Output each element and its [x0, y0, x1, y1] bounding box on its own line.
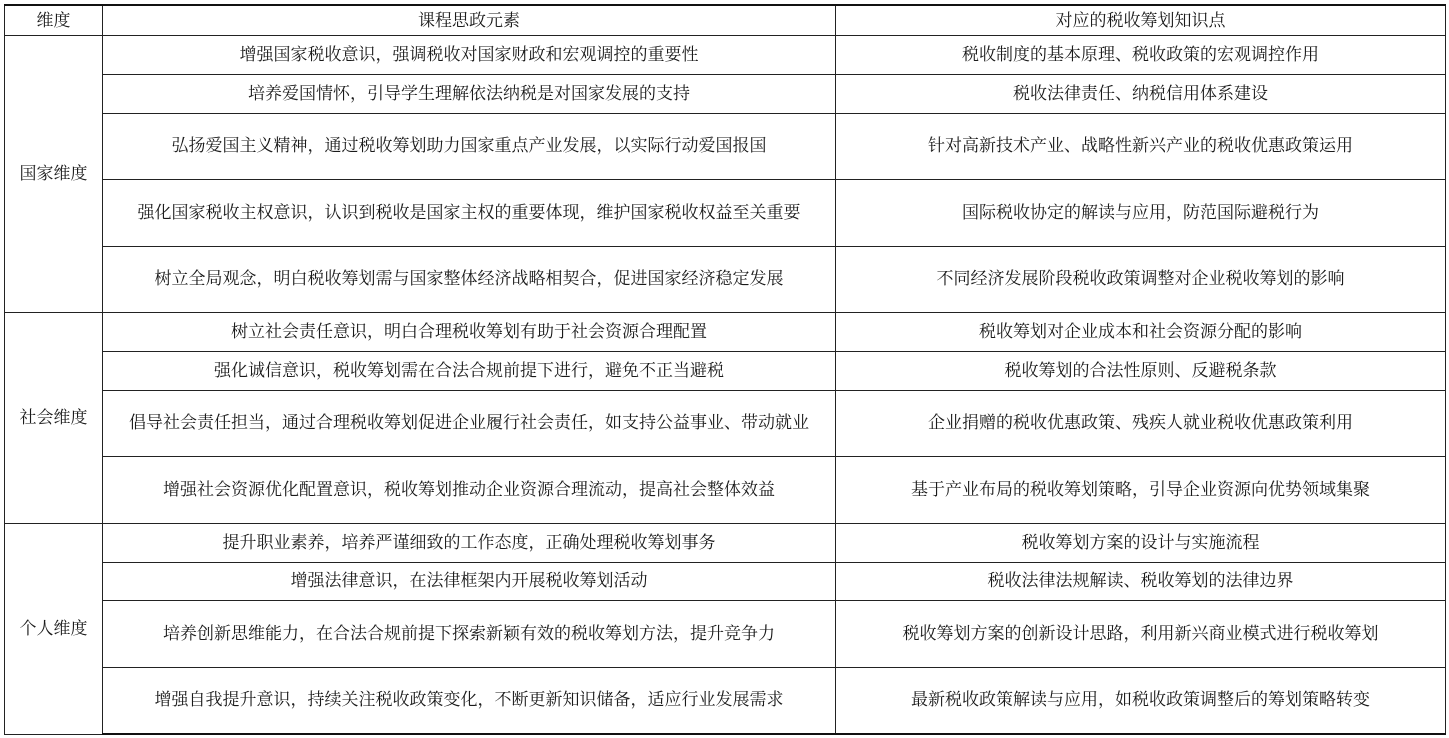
knowledge-cell: 税收法律责任、纳税信用体系建设 [836, 74, 1446, 113]
knowledge-cell: 最新税收政策解读与应用，如税收政策调整后的筹划策略转变 [836, 667, 1446, 734]
element-cell: 提升职业素养，培养严谨细致的工作态度，正确处理税收筹划事务 [103, 523, 836, 562]
knowledge-cell: 企业捐赠的税收优惠政策、残疾人就业税收优惠政策利用 [836, 390, 1446, 457]
table-row [5, 390, 1446, 457]
knowledge-cell: 税收筹划方案的创新设计思路，利用新兴商业模式进行税收筹划 [836, 601, 1446, 668]
element-cell: 增强国家税收意识，强调税收对国家财政和宏观调控的重要性 [103, 36, 836, 75]
knowledge-cell: 税收制度的基本原理、税收政策的宏观调控作用 [836, 36, 1446, 75]
table-row [5, 457, 1446, 524]
table-row [5, 313, 1446, 352]
element-cell: 树立全局观念，明白税收筹划需与国家整体经济战略相契合，促进国家经济稳定发展 [103, 246, 836, 313]
knowledge-cell: 税收筹划对企业成本和社会资源分配的影响 [836, 313, 1446, 352]
table-row [5, 36, 1446, 75]
element-cell: 增强法律意识，在法律框架内开展税收筹划活动 [103, 562, 836, 601]
header-ideology-element: 课程思政元素 [103, 5, 836, 36]
knowledge-cell: 基于产业布局的税收筹划策略，引导企业资源向优势领域集聚 [836, 457, 1446, 524]
element-cell: 强化诚信意识，税收筹划需在合法合规前提下进行，避免不正当避税 [103, 351, 836, 390]
dimension-cell: 社会维度 [5, 313, 103, 524]
table-row [5, 562, 1446, 601]
table-row [5, 246, 1446, 313]
knowledge-cell: 不同经济发展阶段税收政策调整对企业税收筹划的影响 [836, 246, 1446, 313]
dimension-cell: 个人维度 [5, 523, 103, 734]
knowledge-cell: 针对高新技术产业、战略性新兴产业的税收优惠政策运用 [836, 113, 1446, 180]
knowledge-cell: 国际税收协定的解读与应用，防范国际避税行为 [836, 180, 1446, 247]
element-cell: 增强社会资源优化配置意识，税收筹划推动企业资源合理流动，提高社会整体效益 [103, 457, 836, 524]
element-cell: 增强自我提升意识，持续关注税收政策变化，不断更新知识储备，适应行业发展需求 [103, 667, 836, 734]
knowledge-cell: 税收筹划方案的设计与实施流程 [836, 523, 1446, 562]
dimension-cell: 国家维度 [5, 36, 103, 313]
element-cell: 培养爱国情怀，引导学生理解依法纳税是对国家发展的支持 [103, 74, 836, 113]
element-cell: 强化国家税收主权意识，认识到税收是国家主权的重要体现，维护国家税收权益至关重要 [103, 180, 836, 247]
table-row [5, 601, 1446, 668]
element-cell: 培养创新思维能力，在合法合规前提下探索新颖有效的税收筹划方法，提升竞争力 [103, 601, 836, 668]
knowledge-cell: 税收法律法规解读、税收筹划的法律边界 [836, 562, 1446, 601]
table-row [5, 523, 1446, 562]
header-tax-knowledge: 对应的税收筹划知识点 [836, 5, 1446, 36]
table-row [5, 74, 1446, 113]
element-cell: 树立社会责任意识，明白合理税收筹划有助于社会资源合理配置 [103, 313, 836, 352]
element-cell: 弘扬爱国主义精神，通过税收筹划助力国家重点产业发展，以实际行动爱国报国 [103, 113, 836, 180]
header-dimension: 维度 [5, 5, 103, 36]
ideology-tax-planning-table [4, 4, 1446, 735]
knowledge-cell: 税收筹划的合法性原则、反避税条款 [836, 351, 1446, 390]
table-row [5, 667, 1446, 734]
table-row [5, 180, 1446, 247]
header-row [5, 5, 1446, 36]
element-cell: 倡导社会责任担当，通过合理税收筹划促进企业履行社会责任，如支持公益事业、带动就业 [103, 390, 836, 457]
table-row [5, 113, 1446, 180]
table-row [5, 351, 1446, 390]
